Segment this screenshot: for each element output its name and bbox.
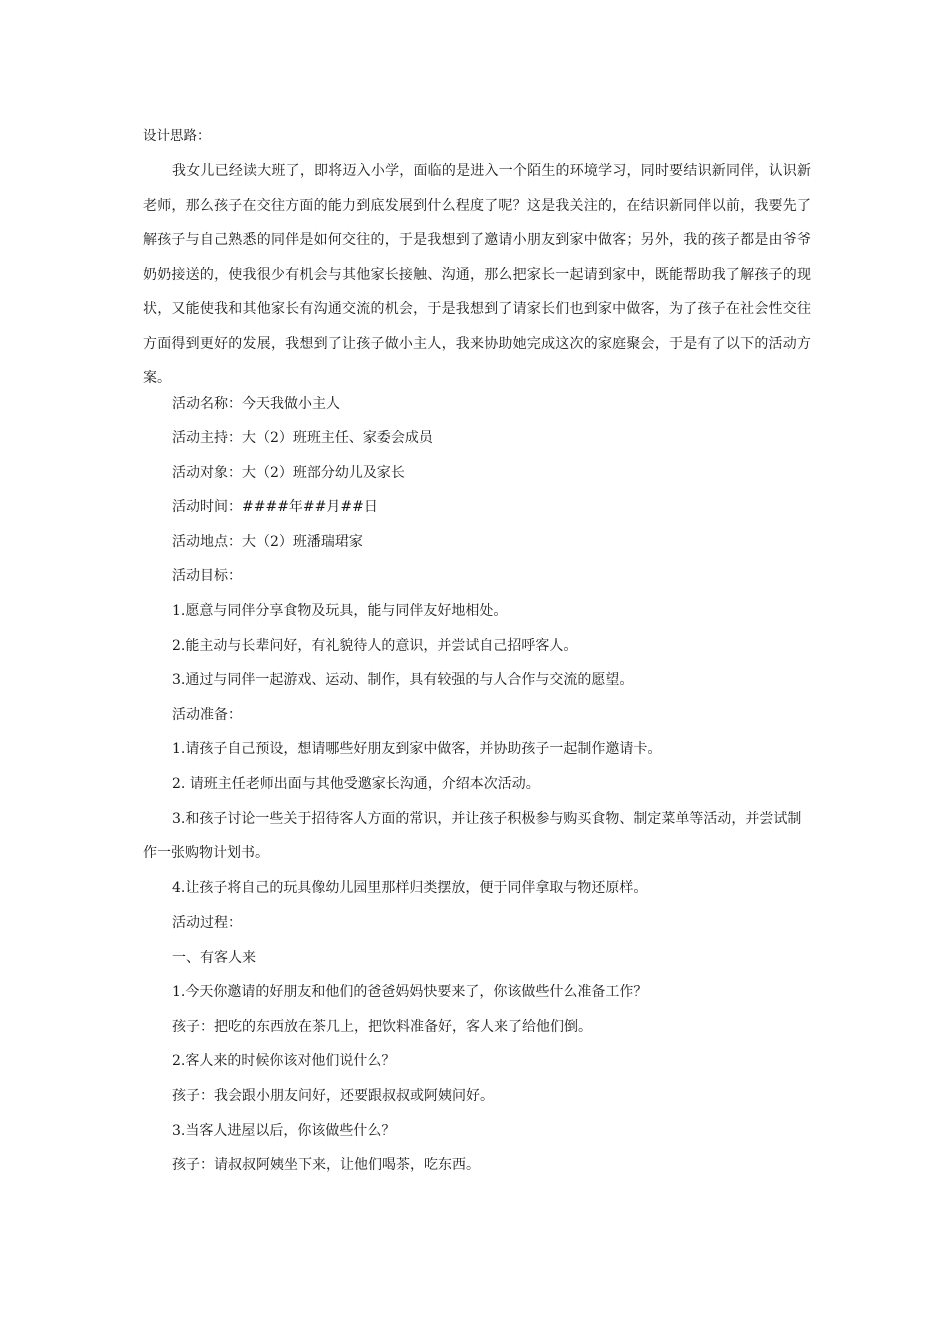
answer-item: 孩子：请叔叔阿姨坐下来，让他们喝茶，吃东西。 xyxy=(172,1157,480,1174)
activity-time: 活动时间：####年##月##日 xyxy=(172,499,378,516)
goal-item: 2.能主动与长辈问好，有礼貌待人的意识，并尝试自己招呼客人。 xyxy=(172,637,578,654)
answer-item: 孩子：我会跟小朋友问好，还要跟叔叔或阿姨问好。 xyxy=(172,1087,494,1104)
intro-paragraph: 我女儿已经读大班了，即将迈入小学，面临的是进入一个陌生的环境学习，同时要结识新同伴，认识新老师，那么孩子在交往方面的能力到底发展到什么程度了呢？这是我关注的，在结识新同伴以前，我要先了解孩子与自己熟悉的同伴是如何交往的，于是我想到了邀请小朋友到家中做客；另外，我的孩子都是由爷爷奶奶接送的，使我很少有机会与其他家长接触、沟通，那么把家长一起请到家中，既能帮助我了解孩子的现状，又能使我和其他家长有沟通交流的机会，于是我想到了请家长们也到家中做客，为了孩子在社会性交往方面得到更好的发展，我想到了让孩子做小主人，我来协助她完成这次的家庭聚会，于是有了以下的活动方案。 xyxy=(143,163,811,386)
document-body xyxy=(143,124,811,1188)
goal-item: 1.愿意与同伴分享食物及玩具，能与同伴友好地相处。 xyxy=(172,603,508,620)
process-heading: 活动过程： xyxy=(172,915,242,931)
preparation-item: 3.和孩子讨论一些关于招待客人方面的常识，并让孩子积极参与购买食物、制定菜单等活动，并尝试制作一张购物计划书。 xyxy=(143,810,802,862)
activity-name: 活动名称：今天我做小主人 xyxy=(172,395,340,412)
preparation-item: 2. 请班主任老师出面与其他受邀家长沟通，介绍本次活动。 xyxy=(172,776,540,793)
question-item: 3.当客人进屋以后，你该做些什么？ xyxy=(172,1122,396,1139)
section-heading: 设计思路： xyxy=(143,128,211,144)
activity-host: 活动主持：大（2）班班主任、家委会成员 xyxy=(172,430,433,447)
goal-item: 3.通过与同伴一起游戏、运动、制作，具有较强的与人合作与交流的愿望。 xyxy=(172,672,634,689)
activity-location: 活动地点：大（2）班潘瑞珺家 xyxy=(172,533,363,550)
activity-audience: 活动对象：大（2）班部分幼儿及家长 xyxy=(172,464,405,481)
question-item: 1.今天你邀请的好朋友和他们的爸爸妈妈快要来了，你该做些什么准备工作？ xyxy=(172,984,648,1001)
preparation-item: 4.让孩子将自己的玩具像幼儿园里那样归类摆放，便于同伴拿取与物还原样。 xyxy=(172,880,648,897)
goals-heading: 活动目标： xyxy=(172,568,242,585)
preparation-item: 1.请孩子自己预设，想请哪些好朋友到家中做客，并协助孩子一起制作邀请卡。 xyxy=(172,741,662,758)
question-item: 2.客人来的时候你该对他们说什么？ xyxy=(172,1053,396,1070)
preparation-heading: 活动准备： xyxy=(172,706,242,723)
process-section-title: 一、有客人来 xyxy=(172,949,256,966)
answer-item: 孩子：把吃的东西放在茶几上，把饮料准备好，客人来了给他们倒。 xyxy=(172,1018,592,1035)
